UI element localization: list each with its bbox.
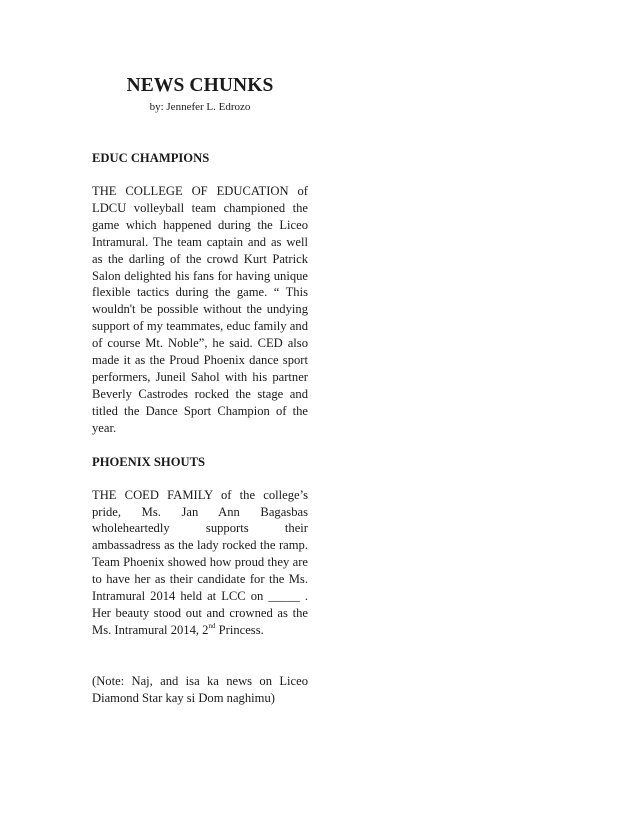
section-body-end: Princess.: [215, 622, 264, 637]
ordinal-suffix: nd: [208, 621, 216, 630]
editor-note: (Note: Naj, and isa ka news on Liceo Diamond Star kay si Dom naghimu): [92, 673, 308, 705]
section-body-educ-champions: THE COLLEGE OF EDUCATION of LDCU volleyball team championed the game which happened during the Liceo Intramural. The team captain and as well as the darling of the crowd Kurt Patrick Salon delighted his fans for having unique flexible tactics during the game. “ This wouldn't be possible without the undying support of my teammates, educ family and of course Mt. Noble”, he said. CED also made it as the Proud Phoenix dance sport performers, Juneil Sahol with his partner Beverly Castrodes rocked the stage and titled the Dance Sport Champion of the year.: [92, 184, 308, 435]
section-body-text: THE COED FAMILY of the college’s pride, Ms. Jan Ann Bagasbas wholeheartedly supports their ambassadress as the lady rocked the ramp. Team Phoenix showed how proud they are to have her as their candidate for the Ms. Intramural 2014 held at LCC on _____ . Her beauty stood out and crowned as the Ms. Intramural 2014, 2: [92, 487, 308, 637]
page-title: NEWS CHUNKS: [126, 75, 274, 96]
section-body-phoenix-shouts: [92, 487, 308, 639]
section-heading-educ-champions: EDUC CHAMPIONS: [92, 151, 210, 165]
section-heading-phoenix-shouts: PHOENIX SHOUTS: [92, 454, 206, 469]
author-byline: by: Jennefer L. Edrozo: [149, 101, 251, 113]
article-column: [92, 74, 308, 707]
